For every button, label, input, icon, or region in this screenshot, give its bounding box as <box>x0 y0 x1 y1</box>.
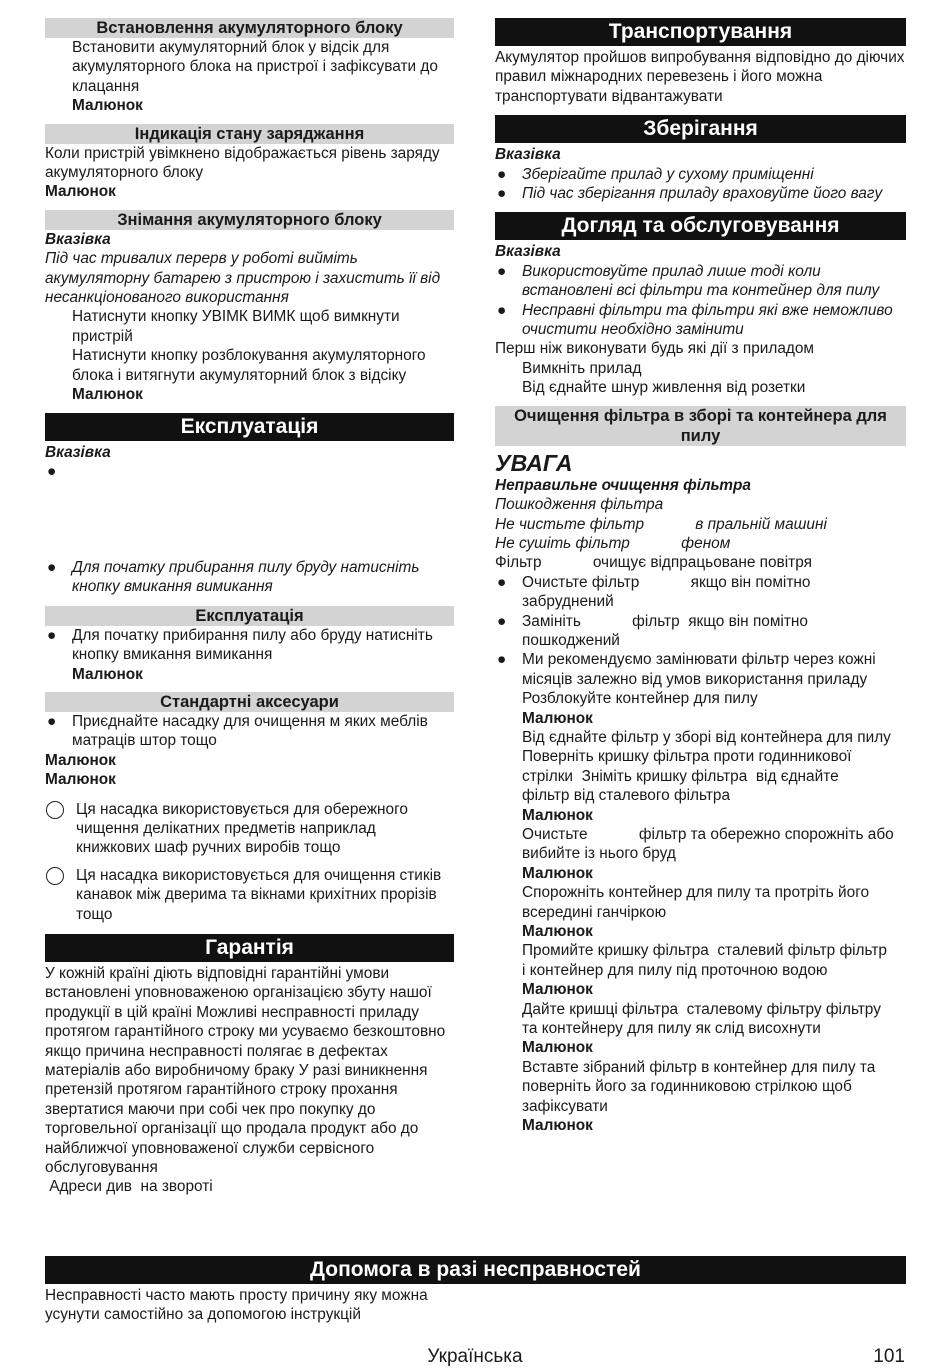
figure-ref: Малюнок <box>522 709 593 727</box>
warning-label: УВАГА <box>495 449 573 476</box>
transport-text: Акумулятор пройшов випробування відповідно до діючих правил міжнародних перевезень і його можна транспортувати відвантажувати <box>495 49 905 105</box>
heading-troubleshooting: Допомога в разі несправностей <box>45 1256 906 1284</box>
care-step-1: Вимкніть прилад <box>522 359 642 377</box>
heading-transport: Транспортування <box>495 18 906 46</box>
note-label: Вказівка <box>495 243 561 261</box>
page-number: 101 <box>873 1346 905 1367</box>
bullet-icon: ● <box>47 712 57 730</box>
removal-step-2: Натиснути кнопку розблокування акумуляторного блока і витягнути акумуляторний блок з відсіку <box>72 347 426 384</box>
figure-ref: Малюнок <box>45 183 116 201</box>
figure-ref: Малюнок <box>522 981 593 999</box>
figure-ref: Малюнок <box>522 806 593 824</box>
heading-battery-removal: Знімання акумуляторного блоку <box>45 210 454 230</box>
troubleshooting-section <box>45 1256 906 1325</box>
list-item: ● Замініть фільтр якщо він помітно пошкоджений <box>497 612 813 649</box>
heading-battery-install: Встановлення акумуляторного блоку <box>45 18 454 38</box>
cleaning-step: Промийте кришку фільтра сталевий фільтр фільтр і контейнер для пилу під проточною водою <box>522 942 939 979</box>
heading-charge-indication: Індикація стану заряджання <box>45 124 454 144</box>
left-column <box>45 18 454 1197</box>
cleaning-step: Очистьте фільтр та обережно спорожніть або вибийте із нього бруд <box>522 826 899 863</box>
warranty-address: Адреси див на звороті <box>45 1178 213 1196</box>
figure-ref: Малюнок <box>522 864 593 882</box>
charge-indication-text: Коли пристрій увімкнено відображається рівень заряду акумуляторного блоку <box>45 144 440 182</box>
list-item: ● Зберігайте прилад у сухому приміщенні <box>497 165 814 183</box>
figure-ref: Малюнок <box>72 97 143 115</box>
figure-ref: Малюнок <box>72 665 143 683</box>
note-label: Вказівка <box>495 146 561 164</box>
heading-care-maintenance: Догляд та обслуговування <box>495 212 906 240</box>
cleaning-step: Розблокуйте контейнер для пилу <box>522 690 758 708</box>
bullet-icon: ● <box>497 185 507 203</box>
care-intro: Перш ніж виконувати будь які дії з приладом <box>495 340 815 358</box>
note-text: Під час тривалих перерв у роботі вийміть акумуляторну батарею з пристрою і захистить її від несанкціонованого використання <box>45 250 441 307</box>
circle-icon <box>46 801 64 819</box>
figure-ref: Малюнок <box>522 1039 593 1057</box>
figure-ref: Малюнок <box>522 923 593 941</box>
warning-line: Не сушіть фільтр феном <box>495 534 731 552</box>
heading-operation: Експлуатація <box>45 413 454 441</box>
care-step-2: Від єднайте шнур живлення від розетки <box>522 379 806 397</box>
bullet-icon: ● <box>497 573 507 591</box>
heading-warranty: Гарантія <box>45 934 454 962</box>
heading-standard-accessories: Стандартні аксесуари <box>45 692 454 712</box>
list-item: ● Для початку прибирання пилу бруду натисніть кнопку вмикання вимикання <box>47 558 420 596</box>
figure-ref: Малюнок <box>45 751 116 769</box>
list-item: ● Використовуйте прилад лише тоді коли встановлені всі фільтри та контейнер для пилу <box>497 262 880 300</box>
warning-subtitle: Неправильне очищення фільтра <box>495 476 751 494</box>
note-label: Вказівка <box>45 443 111 461</box>
list-item: ● Очистьте фільтр якщо він помітно забруднений <box>497 573 815 611</box>
cleaning-step: Вставте зібраний фільтр в контейнер для пилу та поверніть його за годинниковою стрілкою щоб зафіксувати <box>522 1058 876 1115</box>
battery-install-text: Встановити акумуляторний блок у відсік для акумуляторного блока на пристрої і зафіксувати до клацання <box>72 39 438 95</box>
bullet-icon: ● <box>497 262 507 280</box>
list-item: ● Ми рекомендуємо замінювати фільтр через кожні місяців залежно від умов використання приладу <box>497 651 893 688</box>
circle-icon <box>46 867 64 885</box>
list-item: ● Несправні фільтри та фільтри які вже неможливо очистити необхідно замінити <box>497 301 893 339</box>
warning-line: Пошкодження фільтра <box>495 496 664 514</box>
cleaning-step: Спорожніть контейнер для пилу та протріть його всередині ганчіркою <box>522 884 870 921</box>
cleaning-step: Від єднайте фільтр у зборі від контейнера для пилу Поверніть кришку фільтра проти годинникової стрілки Зніміть кришку фільтра від єднайте фільтр від сталевого фільтра <box>522 728 900 805</box>
bullet-icon: ● <box>47 558 57 576</box>
removal-step-1: Натиснути кнопку УВІМК ВИМК щоб вимкнути пристрій <box>72 308 400 345</box>
bullet-icon: ● <box>47 626 57 644</box>
list-item: ● Приєднайте насадку для очищення м яких меблів матраців штор тощо <box>47 712 428 750</box>
heading-operation-sub: Експлуатація <box>45 606 454 626</box>
figure-ref: Малюнок <box>72 386 143 404</box>
list-item: ● Для початку прибирання пилу або бруду натисніть кнопку вмикання вимикання <box>47 626 433 664</box>
accessory-item: Ця насадка використовується для очищення стиків канавок між дверима та вікнами крихітних прорізів тощо <box>45 866 454 924</box>
list-item <box>45 462 454 558</box>
list-item: ● Під час зберігання приладу враховуйте його вагу <box>497 185 883 203</box>
bullet-icon: ● <box>497 301 507 319</box>
filter-text: Фільтр очищує відпрацьоване повітря <box>495 554 812 572</box>
warning-line: Не чистьте фільтр в пральній машині <box>495 515 827 533</box>
bullet-icon: ● <box>497 612 507 630</box>
troubleshooting-text: Несправності часто мають просту причину яку можна усунути самостійно за допомогою інструкцій <box>45 1287 428 1324</box>
page-language: Українська <box>427 1346 523 1367</box>
note-label: Вказівка <box>45 230 111 248</box>
heading-filter-cleaning: Очищення фільтра в зборі та контейнера для пилу <box>495 406 906 446</box>
bullet-icon: ● <box>497 651 507 669</box>
right-column <box>495 18 939 1136</box>
bullet-icon: ● <box>497 165 507 183</box>
warranty-text: У кожній країні діють відповідні гарантійні умови встановлені уповноваженою організацією збуту нашої продукції в цій країні Можливі несправності приладу протягом гарантійного строку ми усуваємо безкоштовно якщо причина несправності полягає в дефектах матеріалів або виробничому браку У разі виникнення претензій протягом гарантійного строку прохання звертатися маючи при собі чек про покупку до торговельної організації що продала продукт або до найближчої уповноваженої служби сервісного обслуговування <box>45 965 446 1177</box>
accessory-item: Ця насадка використовується для обережного чищення делікатних предметів наприклад книжкових шаф ручних виробів тощо <box>45 800 454 858</box>
cleaning-step: Дайте кришці фільтра сталевому фільтру фільтру та контейнеру для пилу як слід висохнути <box>522 1000 933 1038</box>
figure-ref: Малюнок <box>45 771 116 789</box>
bullet-icon: ● <box>47 462 57 480</box>
heading-storage: Зберігання <box>495 115 906 143</box>
figure-ref: Малюнок <box>522 1117 593 1135</box>
